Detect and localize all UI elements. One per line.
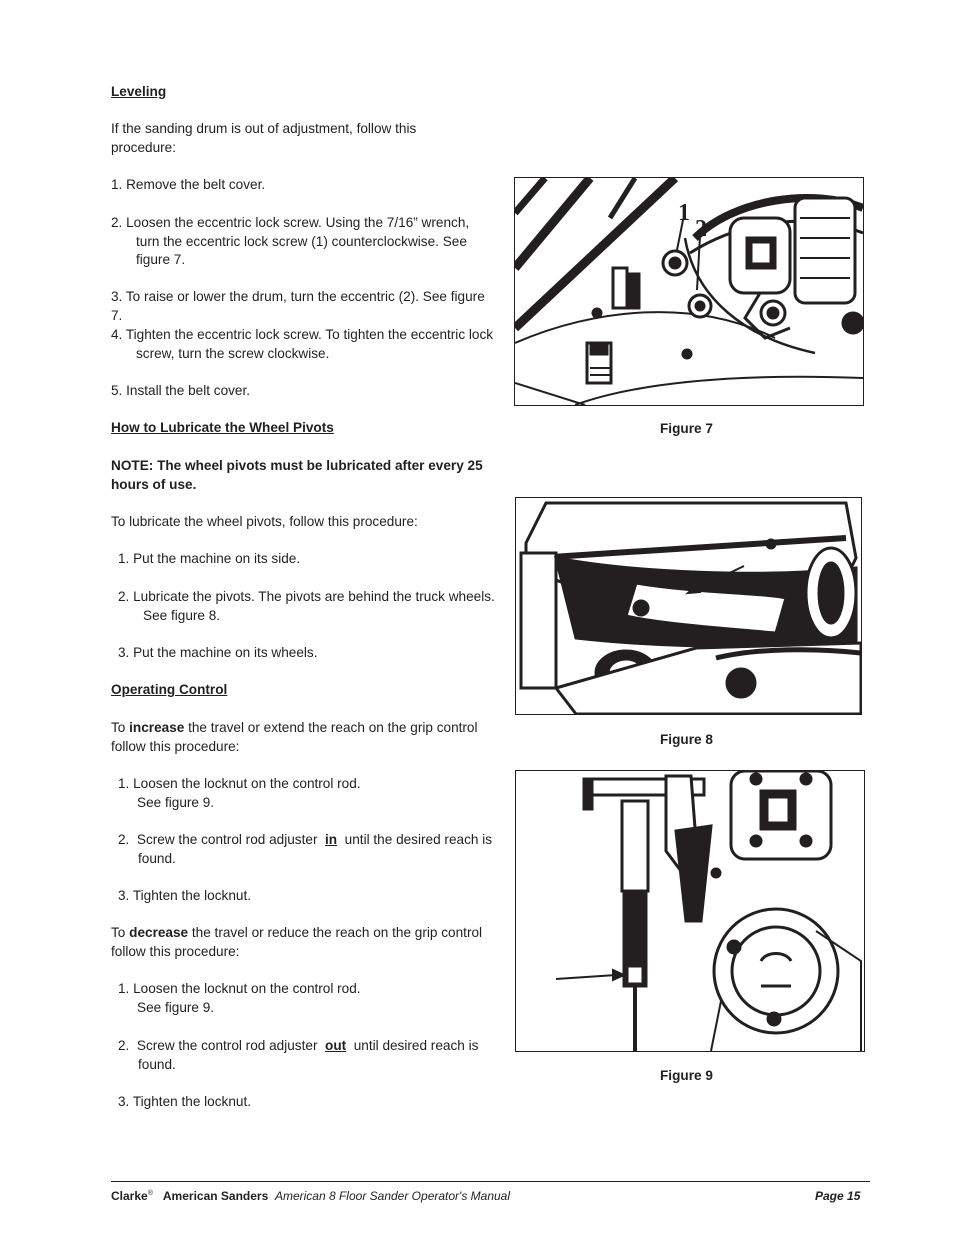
decrease-step-1-line-2: See figure 9. (137, 999, 215, 1015)
footer-registered-mark: ® (147, 1190, 153, 1197)
footer-brand-american-sanders: American Sanders (162, 1189, 269, 1203)
leveling-step-2-line-2: turn the eccentric lock screw (1) counterclockwise. See (136, 233, 467, 249)
increase-step-1-line-1: 1. Loosen the locknut on the control rod. (118, 776, 361, 791)
increase-prefix: To (111, 720, 130, 735)
figure-9-caption: Figure 9 (660, 1068, 713, 1083)
decrease-step-2-line-2: found. (138, 1056, 176, 1072)
figure-7-callout-2: 2 (695, 216, 707, 242)
operating-decrease-intro (111, 924, 496, 961)
operating-decrease-line-2: follow this procedure: (111, 943, 240, 959)
decrease-prefix: To (111, 925, 130, 940)
page-number: Page 15 (815, 1189, 861, 1203)
lubricate-note (111, 457, 496, 494)
figure-7-caption: Figure 7 (660, 421, 713, 436)
increase-word: increase (129, 720, 185, 735)
figure-7-illustration (515, 178, 863, 405)
operating-increase-intro (111, 719, 496, 756)
footer-brand: Clarke (111, 1189, 148, 1203)
increase-step-3: 3. Tighten the locknut. (118, 888, 252, 903)
decrease-step-3: 3. Tighten the locknut. (118, 1094, 252, 1109)
decrease-step-2 (118, 1037, 498, 1074)
leveling-step-4-line-1: 4. Tighten the eccentric lock screw. To tighten the eccentric lock (111, 327, 494, 342)
increase-step-1-line-2: See figure 9. (137, 794, 215, 810)
leveling-step-2-line-1: 2. Loosen the eccentric lock screw. Using the 7/16” wrench, (111, 215, 470, 230)
lubricate-step-3: 3. Put the machine on its wheels. (118, 645, 318, 660)
footer-left (111, 1187, 510, 1206)
decrease-step-2-line-1 (118, 1037, 498, 1056)
leveling-heading: Leveling (111, 84, 167, 99)
decrease-step-2-prefix: 2. Screw the control rod adjuster (118, 1038, 326, 1053)
figure-8-image (515, 497, 862, 715)
decrease-suffix: the travel or reduce the reach on the grip control (188, 925, 483, 940)
increase-step-2-line-1 (118, 831, 498, 850)
footer-manual-title: American 8 Floor Sander Operator's Manual (274, 1189, 511, 1203)
increase-step-2-prefix: 2. Screw the control rod adjuster (118, 832, 326, 847)
leveling-step-4-line-2: screw, turn the screw clockwise. (136, 345, 330, 361)
leveling-intro (111, 120, 491, 157)
figure-9-illustration (516, 771, 864, 1051)
lubricate-step-2-line-1: 2. Lubricate the pivots. The pivots are behind the truck wheels. (118, 589, 495, 604)
lubricate-step-1: 1. Put the machine on its side. (118, 551, 301, 566)
lubricate-step-2-line-2: See figure 8. (143, 607, 221, 623)
leveling-step-2 (111, 214, 496, 270)
figure-8-caption: Figure 8 (660, 732, 713, 747)
figure-9-image (515, 770, 865, 1052)
increase-step-2-suffix: until the desired reach is (337, 832, 493, 847)
increase-step-1 (118, 775, 498, 812)
increase-suffix: the travel or extend the reach on the grip control (184, 720, 478, 735)
decrease-step-1 (118, 980, 498, 1017)
increase-step-2 (118, 831, 498, 868)
decrease-step-2-suffix: until desired reach is (346, 1038, 479, 1053)
footer-rule (111, 1181, 870, 1182)
figure-7-image (514, 177, 864, 406)
leveling-step-1: 1. Remove the belt cover. (111, 177, 266, 192)
leveling-step-3: 3. To raise or lower the drum, turn the eccentric (2). See figure 7. (111, 289, 485, 323)
leveling-intro-line-1: If the sanding drum is out of adjustment, follow this (111, 121, 417, 136)
increase-step-2-word: in (325, 832, 338, 847)
decrease-step-1-line-1: 1. Loosen the locknut on the control rod. (118, 981, 361, 996)
leveling-intro-line-2: procedure: (111, 139, 176, 155)
increase-step-2-line-2: found. (138, 850, 176, 866)
lubricate-heading: How to Lubricate the Wheel Pivots (111, 420, 334, 435)
leveling-step-4 (111, 326, 496, 363)
lubricate-step-2 (118, 588, 498, 625)
leveling-step-2-line-3: figure 7. (136, 252, 186, 267)
operating-increase-line-2: follow this procedure: (111, 738, 240, 754)
lubricate-intro: To lubricate the wheel pivots, follow this procedure: (111, 514, 418, 529)
operating-heading: Operating Control (111, 682, 228, 697)
lubricate-note-line-1: NOTE: The wheel pivots must be lubricated after every 25 (111, 458, 483, 473)
lubricate-note-line-2: hours of use. (111, 476, 197, 492)
decrease-step-2-word: out (325, 1038, 347, 1053)
operating-increase-line-1 (111, 719, 496, 738)
decrease-word: decrease (129, 925, 189, 940)
figure-8-illustration (516, 498, 861, 714)
leveling-step-5: 5. Install the belt cover. (111, 383, 251, 398)
figure-7-callout-1: 1 (678, 200, 690, 226)
operating-decrease-line-1 (111, 924, 496, 943)
